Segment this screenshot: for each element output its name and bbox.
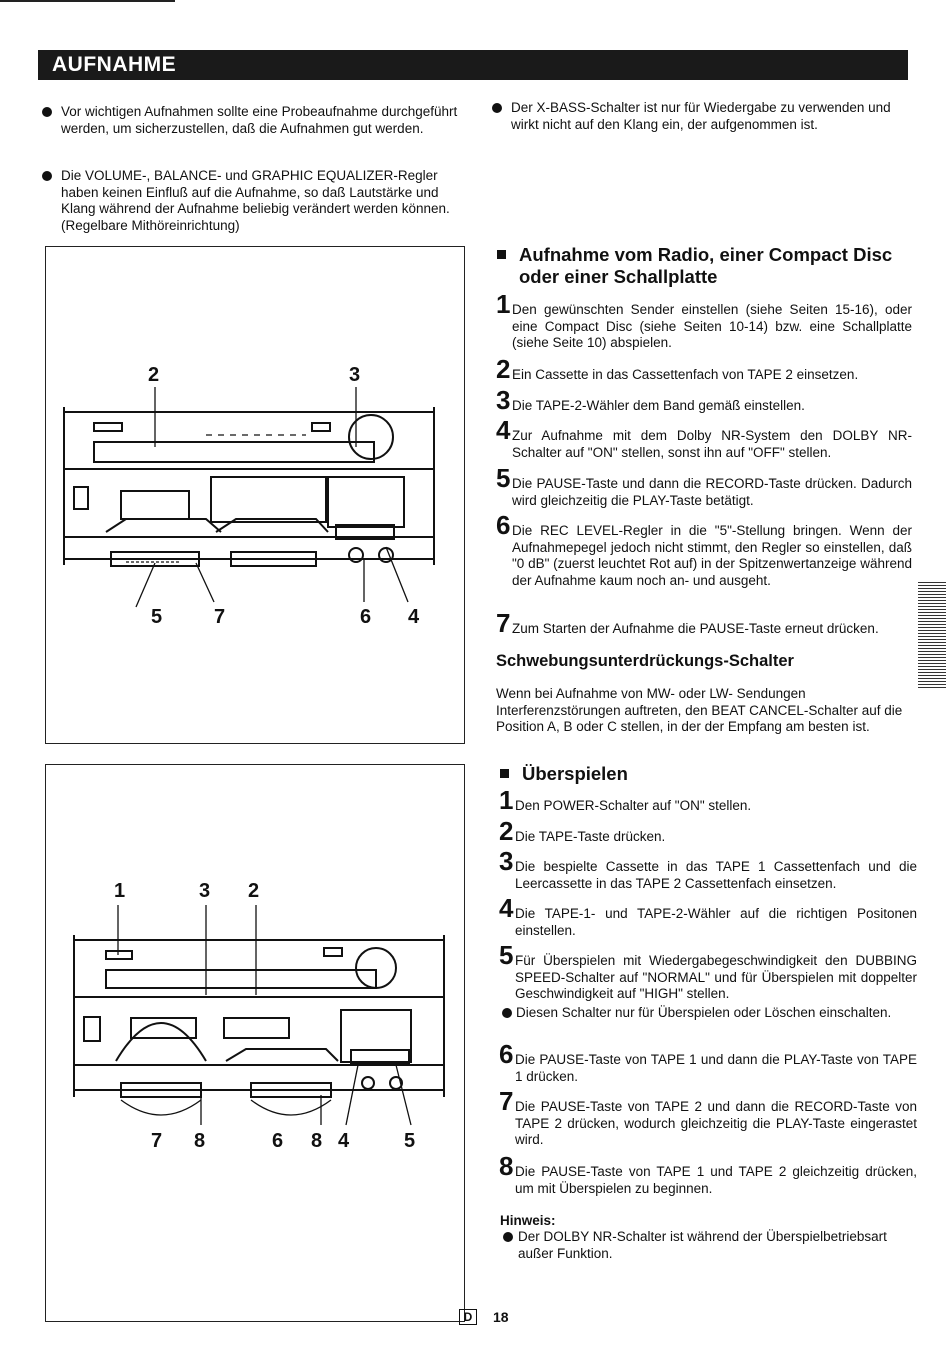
dubbing-step-3: 3 Die bespielte Cassette in das TAPE 1 Cassettenfach und die Leercassette in das TAPE 2 Cassettenfach einsetzen.: [499, 846, 917, 891]
callout-label: 2: [148, 364, 160, 386]
bullet-dot: [492, 103, 502, 113]
dubbing-step-4: 4 Die TAPE-1- und TAPE-2-Wähler auf die richtigen Positonen einstellen.: [499, 893, 917, 938]
top-rule: [0, 0, 175, 2]
subsection-text: Wenn bei Aufnahme von MW- oder LW- Sendungen Interferenzstörungen auftreten, den BEAT CANCEL-Schalter auf die Position A, B oder C stellen, in der der Empfang am besten ist.: [496, 686, 903, 734]
callout-label: 8: [194, 1130, 206, 1152]
bullet-dot: [503, 1232, 513, 1242]
cassette-deck-diagram-1: [46, 247, 466, 745]
cassette-deck-diagram-2: [46, 765, 466, 1323]
page-number: 18: [493, 1309, 509, 1325]
callout-label: 8: [311, 1130, 323, 1152]
section-header-bar: [38, 50, 908, 80]
callout-label: 2: [248, 880, 260, 902]
recording-step-1: 1 Den gewünschten Sender einstellen (siehe Seiten 15-16), oder eine Compact Disc (siehe Seiten 10-14) bzw. eine Schallplatte (siehe Seite 10) abspielen.: [496, 289, 912, 350]
left-bullet-2: Die VOLUME-, BALANCE- und GRAPHIC EQUALIZER-Regler haben keinen Einfluß auf die Aufnahme, so daß Lautstärke und Klang während der Aufnahme beliebig verändert werden können. (Regelbare Mithöreinrichtung): [42, 168, 464, 234]
section-heading-recording: Aufnahme vom Radio, einer Compact Disc oder einer Schallplatte: [497, 244, 917, 288]
recording-step-3: 3 Die TAPE-2-Wähler dem Band gemäß einstellen.: [496, 385, 805, 415]
dubbing-step-8: 8 Die PAUSE-Taste von TAPE 1 und TAPE 2 gleichzeitig drücken, um mit Überspielen zu beginnen.: [499, 1151, 917, 1196]
callout-label: 6: [272, 1130, 284, 1152]
callout-label: 5: [404, 1130, 416, 1152]
language-code-box: D: [459, 1309, 477, 1325]
page-title: AUFNAHME: [52, 53, 177, 76]
callout-label: 3: [199, 880, 211, 902]
callout-label: 6: [360, 606, 372, 628]
recording-step-7: 7 Zum Starten der Aufnahme die PAUSE-Taste erneut drücken.: [496, 608, 879, 638]
recording-step-6: 6 Die REC LEVEL-Regler in die "5"-Stellung bringen. Wenn der Aufnahmepegel jedoch nicht stimmt, den Regler so einstellen, daß "0 dB" (zuerst leuchtet Rot auf) in der Spitzenwertanzeige während der Aufnahme kaum noch an- und ausgeht.: [496, 510, 912, 588]
callout-label: 7: [151, 1130, 163, 1152]
side-tab-marker: [918, 582, 946, 688]
callout-label: 4: [338, 1130, 350, 1152]
dubbing-step-5: 5 Für Überspielen mit Wiedergabegeschwindigkeit den DUBBING SPEED-Schalter auf "NORMAL" und für Überspielen mit doppelter Geschwindigkeit auf "HIGH" stellen.: [499, 940, 917, 1001]
bullet-dot: [502, 1008, 512, 1018]
note-label: Hinweis:: [500, 1213, 556, 1228]
dubbing-step-6: 6 Die PAUSE-Taste von TAPE 1 und dann die PLAY-Taste von TAPE 1 drücken.: [499, 1039, 917, 1084]
recording-step-5: 5 Die PAUSE-Taste und dann die RECORD-Taste drücken. Dadurch wird gleichzeitig die PLAY-Taste betätigt.: [496, 463, 912, 508]
heading-square-icon: [497, 250, 506, 259]
callout-label: 4: [408, 606, 420, 628]
figure-dubbing-panel: [45, 764, 465, 1322]
callout-label: 3: [349, 364, 361, 386]
recording-step-2: 2 Ein Cassette in das Cassettenfach von TAPE 2 einsetzen.: [496, 354, 859, 384]
heading-square-icon: [500, 769, 509, 778]
callout-label: 1: [114, 880, 126, 902]
dubbing-step-7: 7 Die PAUSE-Taste von TAPE 2 und dann die RECORD-Taste von TAPE 2 drücken, wodurch gleichzeitig die PLAY-Taste eingerastet wird.: [499, 1086, 917, 1147]
bullet-dot: [42, 171, 52, 181]
callout-label: 5: [151, 606, 163, 628]
dubbing-step-2: 2 Die TAPE-Taste drücken.: [499, 816, 666, 846]
subsection-heading: Schwebungsunterdrückungs-Schalter: [496, 652, 794, 670]
figure-recording-panel: [45, 246, 465, 744]
right-bullet-1: Der X-BASS-Schalter ist nur für Wiedergabe zu verwenden und wirkt nicht auf den Klang ein, der aufgenommen ist.: [492, 100, 912, 133]
dubbing-step-5-bullet: Diesen Schalter nur für Überspielen oder Löschen einschalten.: [502, 1005, 917, 1022]
left-bullet-1: Vor wichtigen Aufnahmen sollte eine Probeaufnahme durchgeführt werden, um sicherzustellen, daß die Aufnahmen gut werden.: [42, 104, 464, 137]
note-bullet: Der DOLBY NR-Schalter ist während der Überspielbetriebsart außer Funktion.: [503, 1229, 917, 1262]
recording-step-4: 4 Zur Aufnahme mit dem Dolby NR-System den DOLBY NR-Schalter auf "ON" stellen, sonst ihn auf "OFF" stellen.: [496, 415, 912, 460]
section-heading-dubbing: Überspielen: [500, 763, 920, 785]
callout-label: 7: [214, 606, 226, 628]
dubbing-step-1: 1 Den POWER-Schalter auf "ON" stellen.: [499, 785, 752, 815]
bullet-dot: [42, 107, 52, 117]
